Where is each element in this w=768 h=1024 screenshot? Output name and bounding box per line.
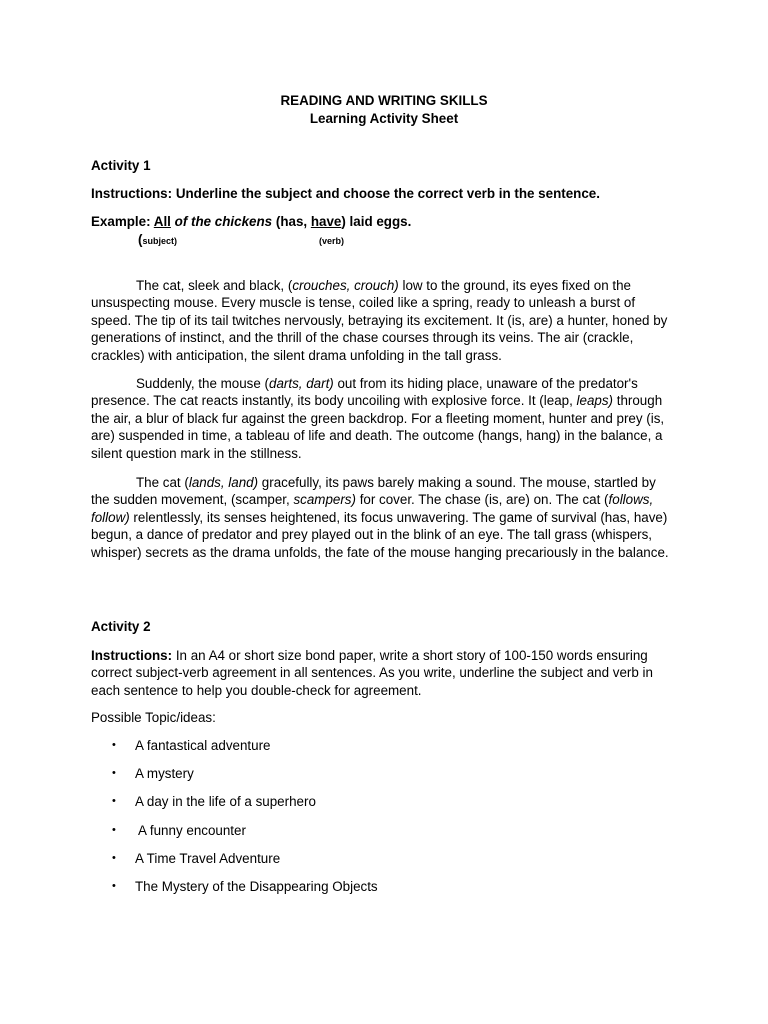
verb-choice-italic: lands, land) [188, 475, 259, 490]
document-subtitle: Learning Activity Sheet [309, 111, 459, 126]
topic-text: A Time Travel Adventure [135, 850, 281, 866]
instructions-label: Instructions: [91, 186, 173, 201]
verb-tag: (verb) [319, 236, 345, 246]
verb-choice-italic: scampers) [293, 492, 356, 508]
topic-text: A day in the life of a superhero [135, 794, 316, 810]
paragraph-text: The cat, sleek and black, ( [136, 278, 293, 293]
activity-1-heading: Activity 1 [91, 158, 151, 173]
verb-choice-italic: darts, dart) [269, 376, 334, 391]
example-tags [138, 232, 345, 247]
bullet-icon: • [112, 879, 116, 892]
paragraph-text: for cover. The chase (is, are) on. The cat ( [355, 492, 609, 508]
activity-2-heading: Activity 2 [91, 619, 151, 634]
subject-tag [138, 232, 177, 247]
example-label: Example: [91, 214, 151, 229]
subject-tag-text: subject) [142, 236, 177, 246]
example-verb-close: ) laid eggs. [341, 214, 412, 229]
bullet-icon: • [112, 767, 116, 780]
instructions-text: In an A4 or short size bond paper, write a short story of 100-150 words ensuring correct subject-verb agreement in all sentences. As you write, underline the subject and verb in each sentence to help you double-check for agreement. [91, 648, 653, 698]
topic-text: A mystery [135, 766, 194, 782]
paragraph-text: through the air, a blur of black fur against the green backdrop. For a fleeting moment, hunter and prey (is, are) suspended in time, a tableau of life and death. The outcome (hangs, hang) in the balance, a silent question mark in the stillness. [91, 393, 665, 461]
instructions-text: Underline the subject and choose the correct verb in the sentence. [172, 186, 600, 201]
example-sentence [91, 214, 411, 229]
example-subject: All [153, 214, 171, 229]
bullet-icon: • [112, 795, 116, 808]
verb-choice-italic: crouches, crouch) [292, 278, 399, 293]
example-verb-choice: have [310, 214, 342, 229]
paragraph-text: low to the ground, its eyes fixed on the unsuspecting mouse. Every muscle is tense, coiled like a spring, ready to unleash a burst of speed. The tip of its tail twitches nervously, betraying its excitement. It (is, are) a hunter, honed by generations of instinct, and the thrill of the chase courses through its veins. The air (crackle, crackles) with anticipation, the silent drama unfolding in the tall grass. [91, 278, 668, 363]
example-italic-phrase: of the chickens [174, 214, 273, 229]
bullet-icon: • [112, 851, 116, 864]
story-paragraph-2 [91, 375, 677, 462]
verb-choice-italic: leaps) [576, 393, 614, 409]
story-paragraph-3 [91, 474, 677, 561]
topic-text: The Mystery of the Disappearing Objects [135, 878, 378, 894]
bullet-icon: • [112, 739, 116, 751]
paragraph-text: relentlessly, its senses heightened, its focus unwavering. The game of survival (has, have) begun, a dance of predator and prey played out in the blink of an eye. The tall grass (whispers, whisper) secrets as the drama unfolds, the fate of the mouse hanging precariously in the balance. [91, 509, 669, 560]
topic-text: A funny encounter [135, 822, 246, 838]
verb-choice-italic: follows, follow) [91, 492, 654, 525]
activity-1-instructions [91, 186, 600, 201]
topic-text: A fantastical adventure [135, 738, 271, 753]
bullet-icon: • [112, 823, 116, 836]
topics-label: Possible Topic/ideas: [91, 710, 216, 725]
document-title: READING AND WRITING SKILLS [280, 93, 488, 108]
paragraph-text: gracefully, its paws barely making a sound. The mouse, startled by the sudden movement, (scamper, [91, 475, 656, 508]
activity-2-instructions [91, 647, 677, 699]
paragraph-text: out from its hiding place, unaware of the predator's presence. The cat reacts instantly, its body uncoiling with explosive force. It (leap, [91, 376, 638, 409]
example-verb-open: (has, [275, 214, 311, 229]
instructions-label: Instructions: [91, 648, 173, 663]
subject-tag-paren: ( [138, 232, 143, 247]
paragraph-text: The cat ( [136, 475, 189, 490]
story-paragraph-1 [91, 277, 677, 364]
paragraph-text: Suddenly, the mouse ( [136, 376, 269, 391]
